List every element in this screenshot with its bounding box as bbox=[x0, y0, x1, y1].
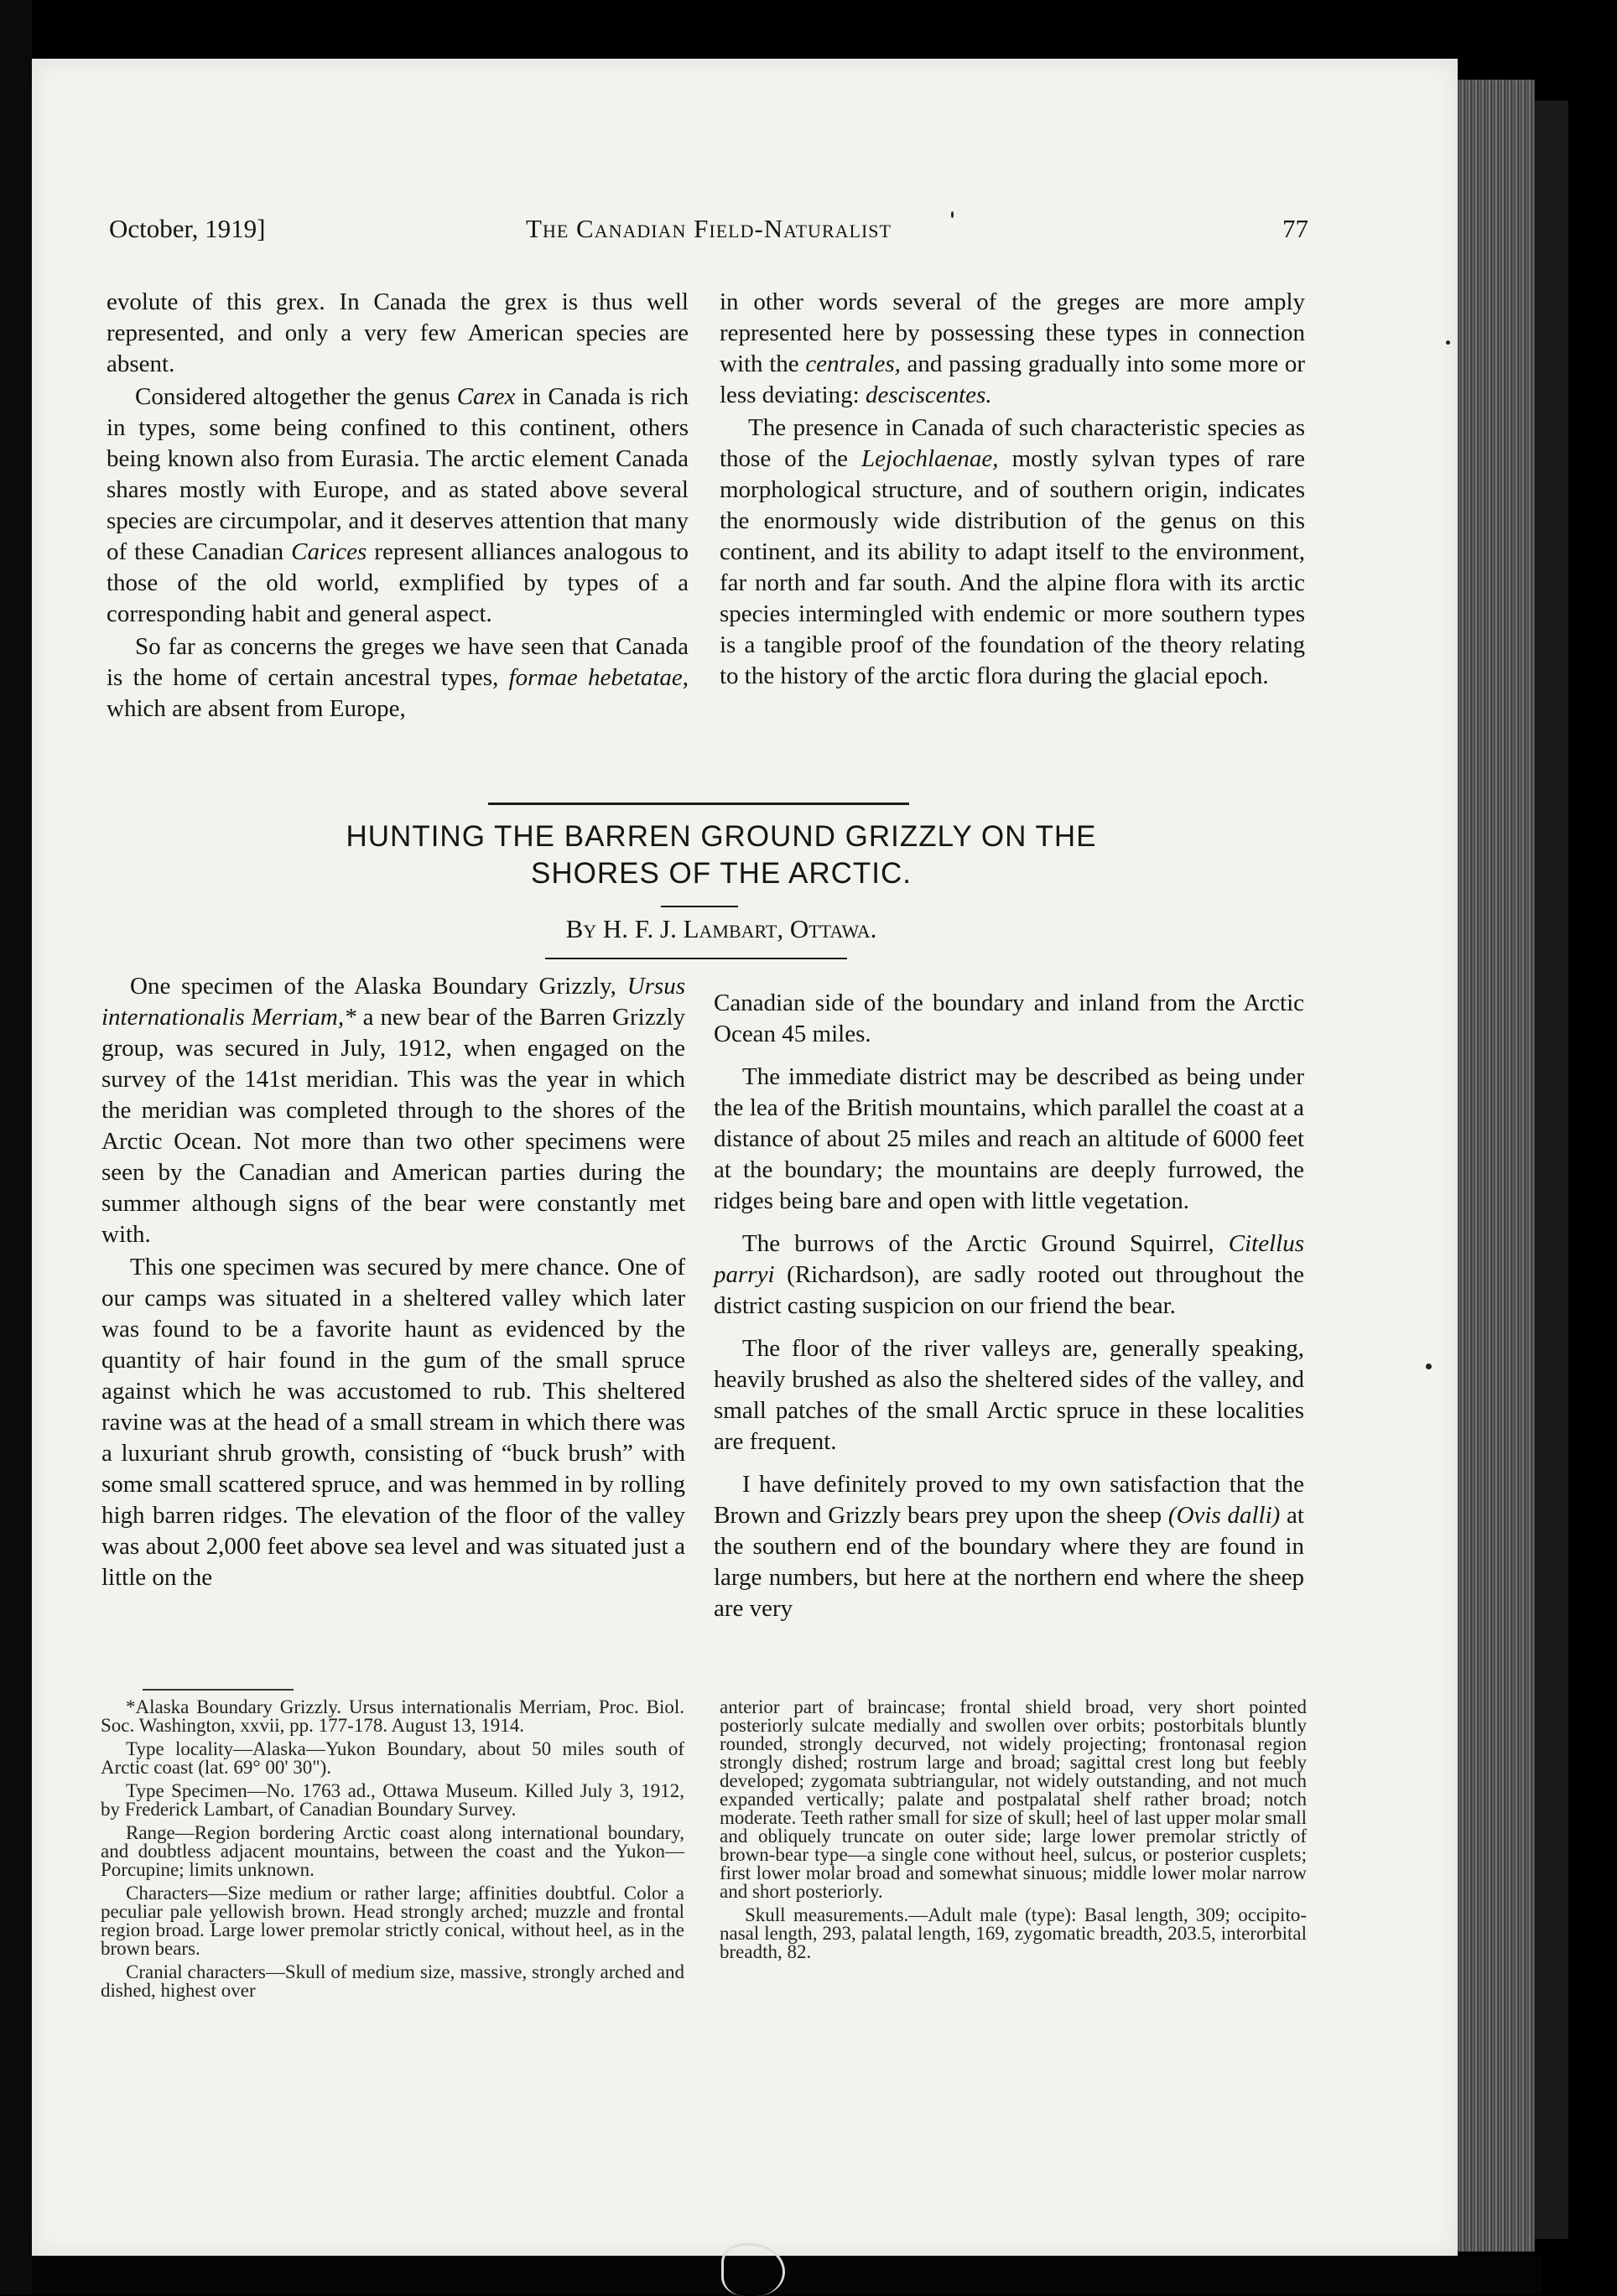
paragraph: So far as concerns the greges we have seen that Canada is the home of certain ancestral types, formae hebetatae, which are absent from Europe, bbox=[107, 633, 689, 722]
article-column-left bbox=[101, 971, 685, 1593]
footnote: *Alaska Boundary Grizzly. Ursus internationalis Merriam, Proc. Biol. Soc. Washington, xxvii, pp. 177-178. August 13, 1914. bbox=[101, 1696, 684, 1736]
scan-bottom-margin bbox=[32, 2256, 1542, 2294]
paragraph: One specimen of the Alaska Boundary Grizzly, Ursus internationalis Merriam,* a new bear of the Barren Grizzly group, was secured in July, 1912, when engaged on the survey of the 141st meridian. This was the year in which the meridian was completed through to the shores of the Arctic Ocean. Not more than two other specimens were seen by the Canadian and American parties during the summer although signs of the bear were constantly met with. bbox=[101, 973, 686, 1248]
title-rule bbox=[661, 906, 738, 907]
paragraph: The floor of the river valleys are, generally speaking, heavily brushed as also the sheltered sides of the valley, and small patches of the small Arctic spruce in these localities are frequent. bbox=[714, 1335, 1304, 1455]
paragraph: The burrows of the Arctic Ground Squirrel, Citellus parryi (Richardson), are sadly rooted out throughout the district casting suspicion on our friend the bear. bbox=[714, 1230, 1304, 1319]
footnotes-left bbox=[101, 1698, 684, 2000]
paragraph: The immediate district may be described as being under the lea of the British mountains, which parallel the coast at a distance of about 25 miles and reach an altitude of 6000 feet at the boundary; the mountains are deeply furrowed, the ridges being bare and open with little vegetation. bbox=[714, 1063, 1304, 1214]
paragraph: evolute of this grex. In Canada the grex is thus well represented, and only a very few American species are absent. bbox=[107, 288, 689, 377]
byline-rule bbox=[545, 958, 847, 959]
paragraph: The presence in Canada of such characteristic species as those of the Lejochlaenae, mostly sylvan types of rare morphological structure, and of southern origin, indicates the enormously wide distribution of the genus on this continent, and its ability to adapt itself to the environment, far north and far south. And the alpine flora with its arctic species intermingled with endemic or more southern types is a tangible proof of the foundation of the theory relating to the history of the arctic flora during the glacial epoch. bbox=[720, 414, 1305, 689]
running-head bbox=[109, 214, 1308, 256]
footnote: Skull measurements.—Adult male (type): Basal length, 309; occipito-nasal length, 293, palatal length, 169, zygomatic breadth, 203.5, interorbital breadth, 82. bbox=[720, 1904, 1307, 1962]
book-page-edges bbox=[1458, 80, 1535, 2252]
footnote: Range—Region bordering Arctic coast along international boundary, and doubtless adjacent mountains, between the coast and the Yukon—Porcupine; limits unknown. bbox=[101, 1822, 684, 1880]
footnote: anterior part of braincase; frontal shield broad, very short pointed posteriorly sulcate medially and swollen over orbits; postorbitals bluntly rounded, strongly decurved, not widely projecting; frontonasal region strongly dished; rostrum large and broad; sagittal crest long but feebly developed; zygomata subtriangular, not widely outstanding, and not much expanded vertically; palate and postpalatal shelf rather broad; notch moderate. Teeth rather small for size of skull; heel of last upper molar small and obliquely truncate on outer side; large lower premolar strictly of brown-bear type—a single cone without heel, sulcus, or posterior cusplets; first lower molar broad and somewhat sinuous; middle lower molar narrow and short posteriorly. bbox=[720, 1696, 1307, 1902]
paragraph: Canadian side of the boundary and inland from the Arctic Ocean 45 miles. bbox=[714, 990, 1304, 1047]
footnote: Characters—Size medium or rather large; affinities doubtful. Color a peculiar pale yellowish brown. Head strongly arched; muzzle and frontal region broad. Large lower premolar strictly conical, without heel, as in the brown bears. bbox=[101, 1883, 684, 1959]
footnote: Type Specimen—No. 1763 ad., Ottawa Museum. Killed July 3, 1912, by Frederick Lambart, of Canadian Boundary Survey. bbox=[101, 1780, 684, 1820]
paragraph: This one specimen was secured by mere chance. One of our camps was situated in a sheltered valley which later was found to be a favorite haunt as evidenced by the quantity of hair found in the gum of the small spruce against which he was accustomed to rub. This sheltered ravine was at the head of a small stream in which there was a luxuriant shrub growth, consisting of “buck brush” with some small scattered spruce, and was hemmed in by rolling high barren ridges. The elevation of the floor of the valley was about 2,000 feet above sea level and was situated just a little on the bbox=[101, 1254, 685, 1591]
prev-article-column-right bbox=[720, 287, 1305, 692]
section-divider bbox=[488, 803, 909, 805]
journal-title: The Canadian Field-Naturalist bbox=[526, 214, 892, 243]
paragraph: in other words several of the greges are more amply represented here by possessing these types in connection with the centrales, and passing gradually into some more or less deviating: desciscentes. bbox=[720, 288, 1305, 408]
issue-date: October, 1919] bbox=[109, 214, 266, 243]
scan-speck bbox=[951, 211, 954, 218]
title-line: HUNTING THE BARREN GROUND GRIZZLY ON THE bbox=[346, 820, 1097, 853]
article-column-right bbox=[714, 988, 1304, 1624]
title-line: SHORES OF THE ARCTIC. bbox=[530, 857, 912, 890]
book-cover-edge bbox=[1535, 101, 1568, 2239]
scan-speck bbox=[1446, 340, 1450, 345]
footnote-rule bbox=[143, 1689, 294, 1691]
paragraph: Considered altogether the genus Carex in Canada is rich in types, some being confined to this continent, others being known also from Eurasia. The arctic element Canada shares mostly with Europe, and as stated above several species are circumpolar, and it deserves attention that many of these Canadian Carices represent alliances analogous to those of the old world, exmplified by types of a corresponding habit and general aspect. bbox=[107, 383, 689, 627]
article-byline: By H. F. J. Lambart, Ottawa. bbox=[565, 914, 877, 943]
scan-left-margin bbox=[0, 0, 32, 2294]
footnote: Cranial characters—Skull of medium size, massive, strongly arched and dished, highest over bbox=[101, 1961, 684, 2001]
prev-article-column-left bbox=[107, 287, 689, 725]
scan-speck bbox=[1426, 1364, 1432, 1369]
article-title bbox=[168, 818, 1275, 892]
footnote: Type locality—Alaska—Yukon Boundary, about 50 miles south of Arctic coast (lat. 69° 00' 30"). bbox=[101, 1738, 684, 1778]
paragraph: I have definitely proved to my own satisfaction that the Brown and Grizzly bears prey upon the sheep (Ovis dalli) at the southern end of the boundary where they are found in large numbers, but here at the northern end where the sheep are very bbox=[714, 1471, 1304, 1622]
footnotes-right bbox=[720, 1698, 1307, 1961]
page-number: 77 bbox=[1282, 214, 1308, 243]
